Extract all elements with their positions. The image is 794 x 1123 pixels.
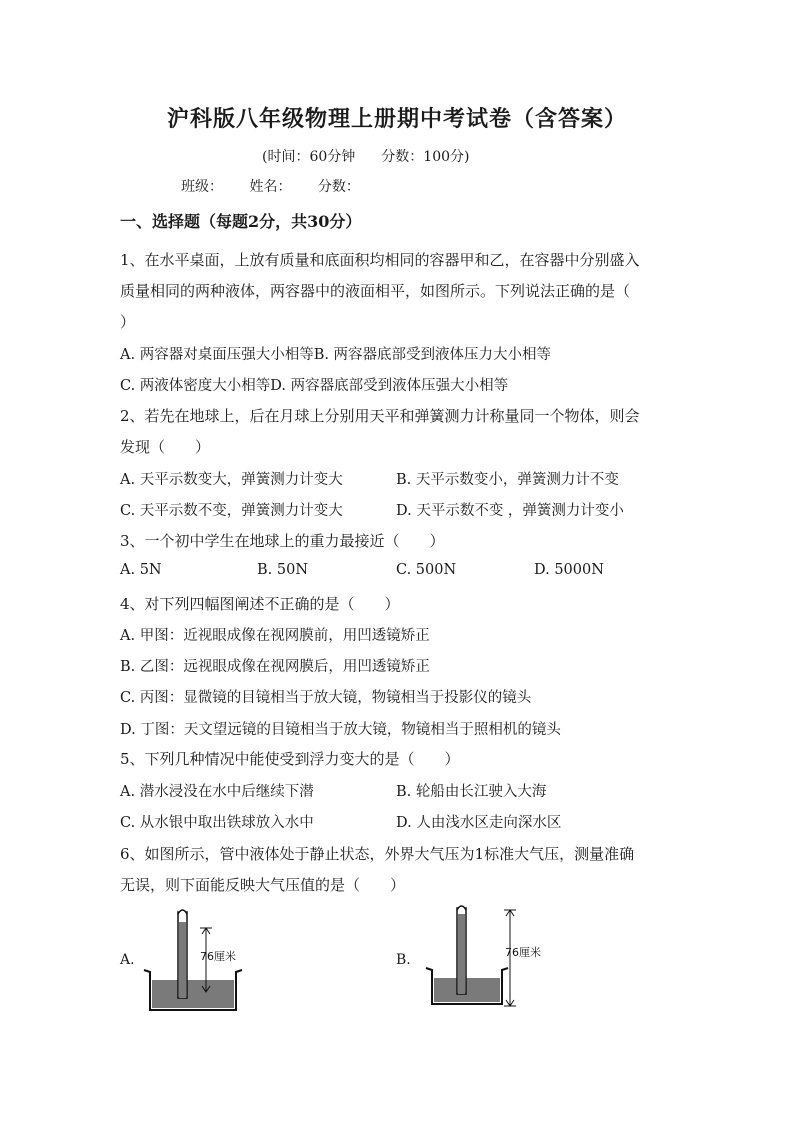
q4-option-c: C. 丙图：显微镜的目镜相当于放大镜，物镜相当于投影仪的镜头: [120, 690, 532, 706]
q3-option-d: D. 5000N: [534, 562, 604, 578]
q6-text-line2: 无误，则下面能反映大气压值的是（ ）: [120, 876, 406, 894]
exam-total-score: 分数：100分): [381, 149, 470, 165]
trough-liquid: [434, 978, 500, 1002]
section-heading: 一、选择题（每题2分，共30分）: [120, 212, 362, 231]
tube-liquid: [458, 914, 465, 994]
q6-figure-a-measure: 76厘米: [200, 950, 236, 963]
exam-time: (时间：60分钟: [262, 149, 356, 165]
q2-text-line1: 2、若先在地球上，后在月球上分别用天平和弹簧测力计称量同一个物体，则会: [120, 407, 640, 425]
q6-text-line1: 6、如图所示，管中液体处于静止状态，外界大气压为1标准大气压，测量准确: [120, 845, 635, 863]
q2-option-c: C. 天平示数不变，弹簧测力计变大: [120, 503, 343, 519]
q5-text-line1: 5、下列几种情况中能使受到浮力变大的是（ ）: [120, 750, 460, 768]
score-label: 分数：: [317, 179, 360, 195]
tube-liquid: [179, 922, 186, 998]
q1-text-line3: ）: [120, 313, 136, 331]
q6-figure-b: [420, 900, 560, 1020]
q2-text-line2: 发现（ ）: [120, 438, 211, 456]
q3-option-b: B. 50N: [257, 562, 309, 578]
q1-option-ab: A. 两容器对桌面压强大小相等B. 两容器底部受到液体压力大小相等: [120, 347, 552, 363]
q1-text-line1: 1、在水平桌面，上放有质量和底面积均相同的容器甲和乙，在容器中分别盛入: [120, 251, 640, 269]
q5-option-a: A. 潜水浸没在水中后继续下潜: [120, 784, 314, 800]
q4-option-a: A. 甲图：近视眼成像在视网膜前，用凹透镜矫正: [120, 628, 430, 644]
q5-option-d: D. 人由浅水区走向深水区: [396, 815, 562, 831]
class-label: 班级：: [181, 179, 223, 195]
q4-option-b: B. 乙图：远视眼成像在视网膜后，用凹透镜矫正: [120, 659, 430, 675]
q2-option-b: B. 天平示数变小，弹簧测力计不变: [396, 472, 619, 488]
q6-figure-b-measure: 76厘米: [505, 946, 541, 959]
q2-option-d: D. 天平示数不变 ，弹簧测力计变小: [396, 503, 624, 519]
q5-option-b: B. 轮船由长江驶入大海: [396, 784, 547, 800]
name-label: 姓名：: [249, 179, 292, 195]
page-title: 沪科版八年级物理上册期中考试卷（含答案）: [166, 106, 627, 132]
student-info: [181, 176, 382, 196]
q2-option-a: A. 天平示数变大，弹簧测力计变大: [120, 472, 343, 488]
q3-option-a: A. 5N: [120, 562, 162, 578]
q4-text-line1: 4、对下列四幅图阐述不正确的是（ ）: [120, 595, 400, 613]
q3-option-c: C. 500N: [396, 562, 457, 578]
q6-figure-a-label: A.: [120, 952, 135, 968]
q6-figure-b-label: B.: [396, 952, 411, 968]
q3-text-line1: 3、一个初中学生在地球上的重力最接近（ ）: [120, 532, 445, 550]
q1-option-cd: C. 两液体密度大小相等D. 两容器底部受到液体压强大小相等: [120, 378, 509, 394]
q5-option-c: C. 从水银中取出铁球放入水中: [120, 815, 314, 831]
q4-option-d: D. 丁图：天文望远镜的目镜相当于放大镜，物镜相当于照相机的镜头: [120, 722, 561, 738]
q1-text-line2: 质量相同的两种液体，两容器中的液面相平，如图所示。下列说法正确的是（: [120, 282, 631, 300]
trough-liquid: [152, 980, 234, 1008]
q6-figure-a: [140, 900, 250, 1020]
exam-meta: [262, 146, 469, 166]
